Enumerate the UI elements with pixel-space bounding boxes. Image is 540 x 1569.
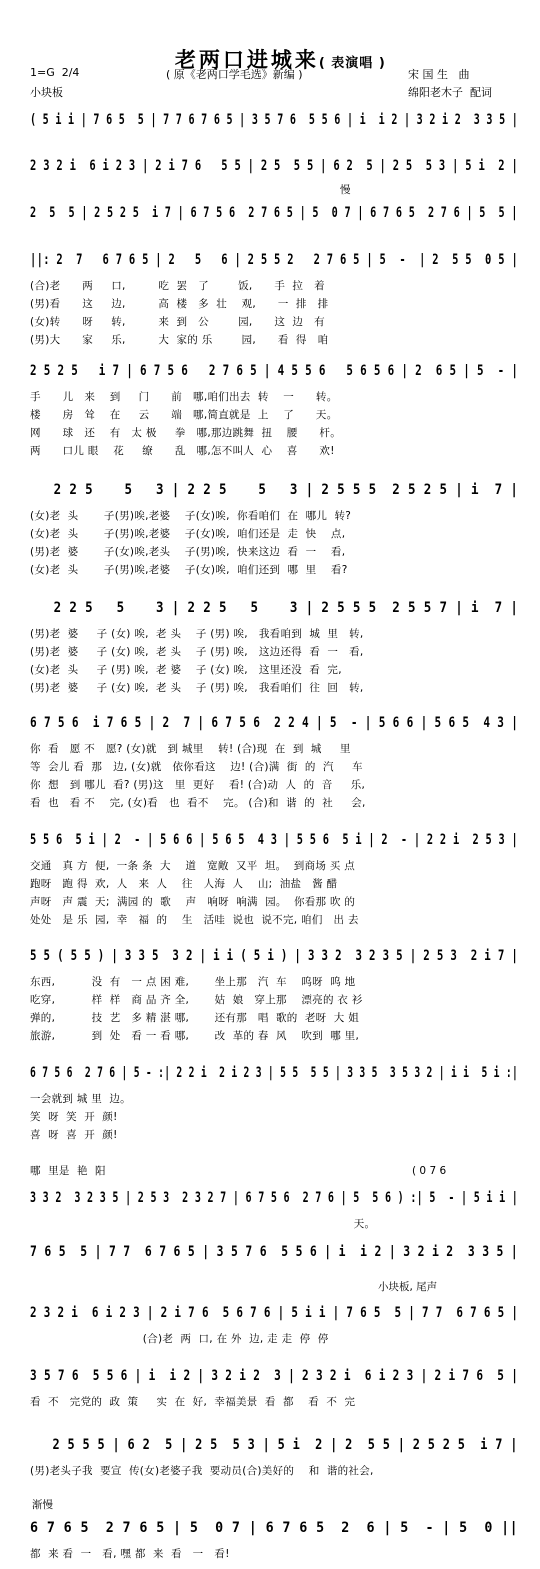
lyric-line: 网 球 还 有 太 极 拳 哪,那边跳舞 扭 腰 杆。 xyxy=(30,427,342,439)
lyric-line: 天。 xyxy=(30,1218,376,1230)
lyric-line: 声呀 声 震 天; 满园 的 歌 声 响呀 响满 园。 你看那 吹 的 xyxy=(30,896,356,908)
notation-line: ( 5 i i | 7 6 5 5 | 7 7 6 7 6 5 | 3 5 7 6 5 5 6 | i i 2 | 3 2 i 2 3 3 5 | xyxy=(30,112,519,128)
source-note: ( 原《老两口学毛选》新编 ) xyxy=(166,68,303,81)
notation-line: 2 2 5 5 3 | 2 2 5 5 3 | 2 5 5 5 2 5 2 5 | i 7 | xyxy=(30,482,519,498)
lyric-line: (女)老 头 子(男)唉,老婆 子(女)唉, 咱们还到 哪 里 看? xyxy=(30,564,348,576)
lyric-line: (合)老 两 口, 在 外 边, 走 走 停 停 xyxy=(30,1333,329,1345)
notation-line: 6 7 6 5 2 7 6 5 | 5 0 7 | 6 7 6 5 2 6 | 5 - | 5 0 || xyxy=(30,1520,519,1536)
composer-credit: 宋 国 生 曲 xyxy=(408,68,470,81)
notation-line: 5 5 6 5 i | 2 - | 5 6 6 | 5 6 5 4 3 | 5 5 6 5 i | 2 - | 2 2 i 2 5 3 | xyxy=(30,832,519,848)
lyric-line: 手 儿 来 到 门 前 哪,咱们出去 转 一 转。 xyxy=(30,391,338,403)
lyric-line: 旅游, 到 处 看 一 看 哪, 改 革的 春 风 吹到 哪 里, xyxy=(30,1030,360,1042)
lyric-line: (女)转 呀 转, 来 到 公 园, 这 边 有 xyxy=(30,316,325,328)
notation-line: 2 2 5 5 3 | 2 2 5 5 3 | 2 5 5 5 2 5 5 7 | i 7 | xyxy=(30,600,519,616)
lyric-line: (女)老 头 子(男)唉,老婆 子(女)唉, 咱们还是 走 快 点, xyxy=(30,528,346,540)
lyric-line: 弹的, 技 艺 多 精 湛 哪, 还有那 唱 歌的 老呀 大 姐 xyxy=(30,1012,359,1024)
lyric-line: 你 看 愿 不 愿? (女)就 到 城里 转! (合)现 在 到 城 里 xyxy=(30,743,351,755)
notation-line: 5 5 ( 5 5 ) | 3 3 5 3 2 | i i ( 5 i ) | 3 3 2 3 2 3 5 | 2 5 3 2 i 7 | xyxy=(30,948,519,964)
lyric-line: 看 也 看 不 完, (女)看 也 看不 完。 (合)和 谐 的 社 会, xyxy=(30,797,366,809)
notation-line: 2 5 5 5 | 6 2 5 | 2 5 5 3 | 5 i 2 | 2 5 5 | 2 5 2 5 i 7 | xyxy=(30,1437,518,1453)
notation-line: 2 3 2 i 6 i 2 3 | 2 i 7 6 5 5 | 2 5 5 5 | 6 2 5 | 2 5 5 3 | 5 i 2 | xyxy=(30,158,519,174)
lyric-line: 喜 呀 喜 开 颜! xyxy=(30,1129,118,1141)
score-annotation: 渐慢 xyxy=(32,1499,53,1511)
lyric-line: 吃穿, 样 样 商 品 齐 全, 姑 娘 穿上那 漂亮的 衣 衫 xyxy=(30,994,363,1006)
notation-line: 2 5 5 | 2 5 2 5 i 7 | 6 7 5 6 2 7 6 5 | 5 0 7 | 6 7 6 5 2 7 6 | 5 5 | xyxy=(30,205,518,221)
score-annotation: 慢 xyxy=(340,184,351,196)
notation-line: 3 3 2 3 2 3 5 | 2 5 3 2 3 2 7 | 6 7 5 6 2 7 6 | 5 5 6 ) :| 5 - | 5 i i | xyxy=(30,1190,519,1206)
lyric-line: 笑 呀 笑 开 颜! xyxy=(30,1111,118,1123)
title-text: 老两口进城来 xyxy=(174,48,319,72)
key-time-signature: 1=G 2/4 xyxy=(30,66,80,79)
lyric-line: 等 会儿 看 那 边, (女)就 依你看这 边! (合)满 街 的 汽 车 xyxy=(30,761,363,773)
notation-line: 6 7 5 6 i 7 6 5 | 2 7 | 6 7 5 6 2 2 4 | 5 - | 5 6 6 | 5 6 5 4 3 | xyxy=(30,715,519,731)
lyric-line: 哪 里是 艳 阳 xyxy=(30,1165,106,1177)
lyric-line: 都 来 看 一 看, 嘿 都 来 看 一 看! xyxy=(30,1548,230,1560)
lyric-line: (男)老 婆 子 (女) 唉, 老 头 子 (男) 唉, 这边还得 看 一 看, xyxy=(30,646,364,658)
lyric-line: 一会就到 城 里 边。 xyxy=(30,1093,131,1105)
score-annotation: ( 0 7 6 xyxy=(412,1165,447,1177)
lyric-line: (男)大 家 乐, 大 家的 乐 园, 看 得 咱 xyxy=(30,334,329,346)
notation-line: 3 5 7 6 5 5 6 | i i 2 | 3 2 i 2 3 | 2 3 2 i 6 i 2 3 | 2 i 7 6 5 | xyxy=(30,1368,519,1384)
notation-line: ||: 2 7 6 7 6 5 | 2 5 6 | 2 5 5 2 2 7 6 5 | 5 - | 2 5 5 0 5 | xyxy=(30,252,519,268)
lyric-line: (女)老 头 子 (男) 唉, 老 婆 子 (女) 唉, 这里还没 看 完, xyxy=(30,664,342,676)
lyric-line: 楼 房 耸 在 云 端 哪,简直就是 上 了 天。 xyxy=(30,409,338,421)
notation-line: 7 6 5 5 | 7 7 6 7 6 5 | 3 5 7 6 5 5 6 | i i 2 | 3 2 i 2 3 3 5 | xyxy=(30,1244,519,1260)
lyric-line: (合)老 两 口, 吃 罢 了 饭, 手 拉 着 xyxy=(30,280,325,292)
notation-line: 2 5 2 5 i 7 | 6 7 5 6 2 7 6 5 | 4 5 5 6 5 6 5 6 | 2 6 5 | 5 - | xyxy=(30,363,519,379)
lyric-line: (男)老 婆 子 (女) 唉, 老 头 子 (男) 唉, 我看咱到 城 里 转, xyxy=(30,628,364,640)
tempo-marking: 小块板 xyxy=(30,86,63,99)
title-suffix: ( 表演唱 ) xyxy=(318,56,386,71)
lyric-line: 两 口儿 眼 花 缭 乱 哪,怎不叫人 心 喜 欢! xyxy=(30,445,335,457)
lyric-line: (男)老 婆 子(女)唉,老头 子(男)唉, 快来这边 看 一 看, xyxy=(30,546,346,558)
score-annotation: 小块板, 尾声 xyxy=(378,1281,438,1293)
lyric-line: 跑呀 跑 得 欢, 人 来 人 往 人海 人 山; 油盐 酱 醋 xyxy=(30,878,338,890)
lyric-line: 看 不 完党的 政 策 实 在 好, 幸福美景 看 都 看 不 完 xyxy=(30,1396,356,1408)
lyric-line: (男)老头子我 要宣 传(女)老婆子我 要动员(合)美好的 和 谐的社会, xyxy=(30,1465,374,1477)
lyric-line: 你 想 到 哪儿 看? (男)这 里 更好 看! (合)动 人 的 音 乐, xyxy=(30,779,366,791)
lyric-line: (男)看 这 边, 高 楼 多 壮 观, 一 排 排 xyxy=(30,298,329,310)
lyric-line: 东西, 没 有 一 点 困 难, 坐上那 汽 车 呜呀 呜 地 xyxy=(30,976,356,988)
lyric-line: 处处 是 乐 园, 幸 福 的 生 活哇 说也 说不完, 咱们 出 去 xyxy=(30,914,359,926)
lyric-line: (女)老 头 子(男)唉,老婆 子(女)唉, 你看咱们 在 哪儿 转? xyxy=(30,510,352,522)
lyricist-credit: 绵阳老木子 配词 xyxy=(408,86,492,99)
lyric-line: 交通 真 方 便, 一条 条 大 道 宽敞 又平 坦。 到商场 买 点 xyxy=(30,860,356,872)
notation-line: 2 3 2 i 6 i 2 3 | 2 i 7 6 5 6 7 6 | 5 i i | 7 6 5 5 | 7 7 6 7 6 5 | xyxy=(30,1305,519,1321)
lyric-line: (男)老 婆 子 (女) 唉, 老 头 子 (男) 唉, 我看咱们 往 回 转, xyxy=(30,682,364,694)
notation-line: 6 7 5 6 2 7 6 | 5 - :| 2 2 i 2 i 2 3 | 5 5 5 5 | 3 3 5 3 5 3 2 | i i 5 i :| xyxy=(30,1065,519,1081)
